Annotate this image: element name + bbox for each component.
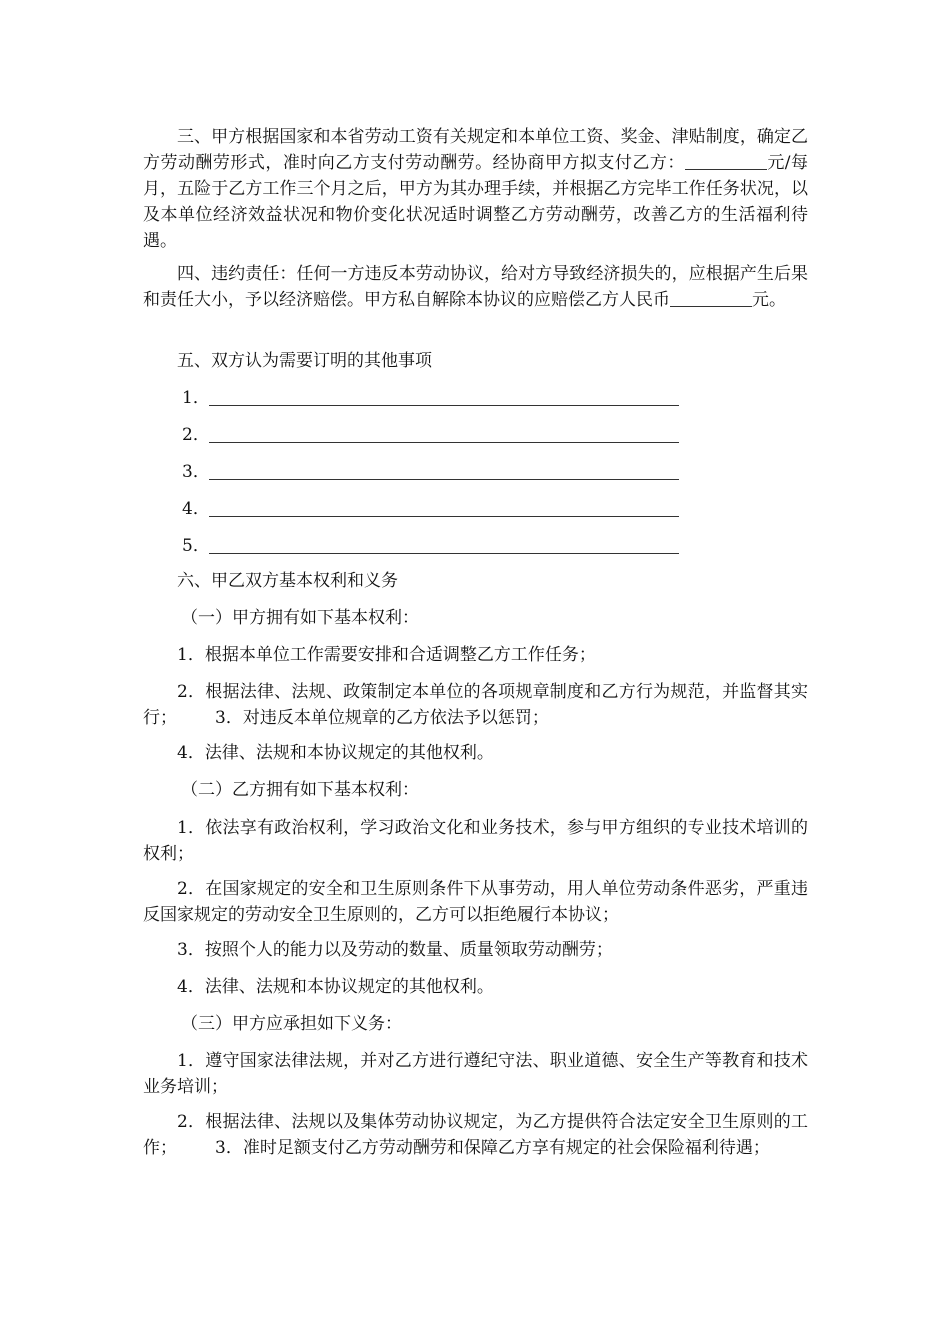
fill-line-5[interactable] <box>209 553 679 554</box>
sub3-item-2 <box>143 1109 808 1161</box>
section4-text-cont: 元。 <box>752 290 786 310</box>
sub1-item-2 <box>143 679 808 731</box>
compensation-blank[interactable] <box>670 288 752 307</box>
other-item-5 <box>182 533 682 559</box>
salary-blank[interactable] <box>685 151 767 170</box>
sub1-title: （一）甲方拥有如下基本权利： <box>181 608 419 628</box>
item-number: 2． <box>182 425 210 445</box>
other-item-2 <box>182 422 682 448</box>
item-number: 1． <box>182 388 210 408</box>
sub2-item-2: 2．在国家规定的安全和卫生原则条件下从事劳动，用人单位劳动条件恶劣，严重违反国家规定的劳动安全卫生原则的，乙方可以拒绝履行本协议； <box>143 879 808 925</box>
section3-paragraph <box>143 124 808 254</box>
sub2-item-3: 3．按照个人的能力以及劳动的数量、质量领取劳动酬劳； <box>177 940 613 960</box>
other-item-3 <box>182 459 682 485</box>
section3-text-cont: 元/每月，五险于乙方工作三个月之后，甲方为其办理手续，并根据乙方完毕工作任务状况，以及本单位经济效益状况和物价变化状况适时调整乙方劳动酬劳，改善乙方的生活福利待遇。 <box>143 153 809 251</box>
sub1-item-3-text: 3．对违反本单位规章的乙方依法予以惩罚； <box>215 708 549 728</box>
sub2-title: （二）乙方拥有如下基本权利： <box>181 780 419 800</box>
section6-title: 六、甲乙双方基本权利和义务 <box>177 571 398 591</box>
fill-line-4[interactable] <box>209 516 679 517</box>
sub3-title: （三）甲方应承担如下义务： <box>181 1014 402 1034</box>
sub3-item-1: 1．遵守国家法律法规，并对乙方进行遵纪守法、职业道德、安全生产等教育和技术业务培训； <box>143 1051 808 1097</box>
fill-line-1[interactable] <box>209 405 679 406</box>
sub3-item-2-text: 2．根据法律、法规以及集体劳动协议规定，为乙方提供符合法定安全卫生原则的工作； <box>143 1112 808 1158</box>
fill-line-3[interactable] <box>209 479 679 480</box>
sub3-item-3-text: 3．准时足额支付乙方劳动酬劳和保障乙方享有规定的社会保险福利待遇； <box>215 1138 770 1158</box>
sub1-item-4: 4．法律、法规和本协议规定的其他权利。 <box>177 743 494 763</box>
section4-text: 四、违约责任：任何一方违反本劳动协议，给对方导致经济损失的，应根据产生后果和责任大小，予以经济赔偿。甲方私自解除本协议的应赔偿乙方人民币 <box>143 264 808 310</box>
section3-text: 三、甲方根据国家和本省劳动工资有关规定和本单位工资、奖金、津贴制度，确定乙方劳动酬劳形式，准时向乙方支付劳动酬劳。经协商甲方拟支付乙方： <box>143 127 808 173</box>
item-number: 5． <box>182 536 210 556</box>
other-item-1 <box>182 385 682 411</box>
sub1-item-1: 1．根据本单位工作需要安排和合适调整乙方工作任务； <box>177 645 596 665</box>
sub1-item-2-text: 2．根据法律、法规、政策制定本单位的各项规章制度和乙方行为规范，并监督其实行； <box>143 682 808 728</box>
section4-paragraph <box>143 261 808 313</box>
sub2-item-4: 4．法律、法规和本协议规定的其他权利。 <box>177 977 494 997</box>
item-number: 4． <box>182 499 210 519</box>
section5-title: 五、双方认为需要订明的其他事项 <box>177 351 432 371</box>
item-number: 3． <box>182 462 210 482</box>
other-item-4 <box>182 496 682 522</box>
fill-line-2[interactable] <box>209 442 679 443</box>
sub2-item-1: 1．依法享有政治权利，学习政治文化和业务技术，参与甲方组织的专业技术培训的权利； <box>143 818 808 864</box>
